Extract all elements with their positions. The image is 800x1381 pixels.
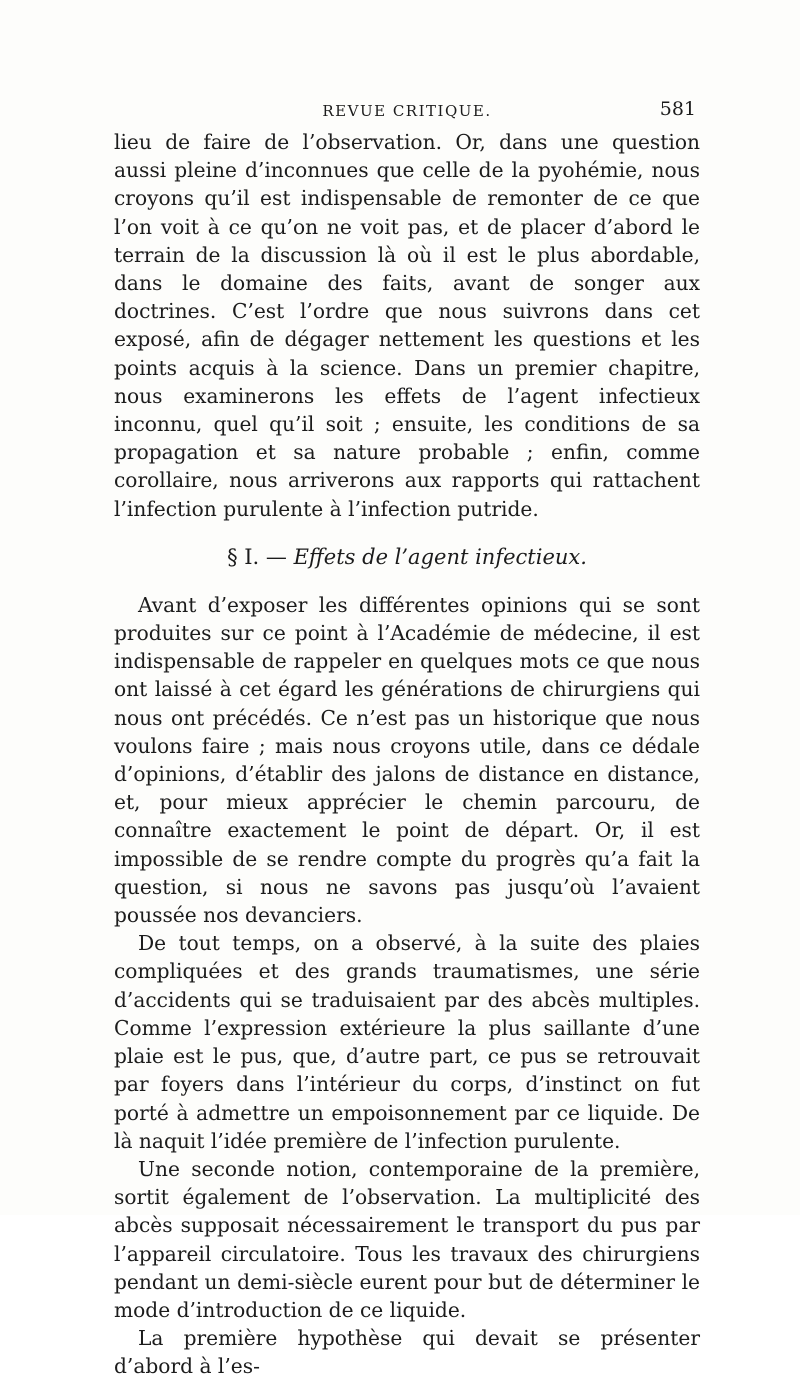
paragraph-continuation: lieu de faire de l’observation. Or, dans une question aussi pleine d’inconnues que celle de la pyohémie, nous croyons qu’il est indispensable de remonter de ce que l’on voit à ce qu’on ne voit pas, et de placer d’abord le terrain de la discussion là où il est le plus abordable, dans le domaine des faits, avant de songer aux doctrines. C’est l’ordre que nous suivrons dans cet exposé, afin de dégager nettement les questions et les points acquis à la science. Dans un premier chapitre, nous examinerons les effets de l’agent infectieux inconnu, quel qu’il soit ; ensuite, les conditions de sa propagation et sa nature probable ; enfin, comme corollaire, nous arriverons aux rapports qui rattachent l’infection purulente à l’infection putride. bbox=[114, 130, 700, 521]
paragraph: De tout temps, on a observé, à la suite des plaies compliquées et des grands traumatismes, une série d’accidents qui se traduisaient par des abcès multiples. Comme l’expression extérieure la plus saillante d’une plaie est le pus, que, d’autre part, ce pus se retrouvait par foyers dans l’intérieur du corps, d’instinct on fut porté à admettre un empoisonnement par ce liquide. De là naquit l’idée première de l’infection purulente. bbox=[114, 931, 700, 1153]
paragraph: La première hypothèse qui devait se présenter d’abord à l’es- bbox=[114, 1326, 700, 1379]
running-title: REVUE CRITIQUE. bbox=[322, 102, 492, 120]
page-number: 581 bbox=[659, 98, 696, 120]
section-heading bbox=[114, 543, 700, 571]
paragraph: Une seconde notion, contemporaine de la première, sortit également de l’observation. La multiplicité des abcès supposait nécessairement le transport du pus par l’appareil circulatoire. Tous les travaux des chirurgiens pendant un demi-siècle eurent pour but de déterminer le mode d’introduction de ce liquide. bbox=[114, 1156, 700, 1322]
body-text bbox=[114, 128, 700, 1381]
section-mark: § I. — bbox=[227, 544, 287, 569]
section-title: Effets de l’agent infectieux. bbox=[293, 544, 587, 569]
running-head bbox=[114, 98, 700, 126]
paragraph: Avant d’exposer les différentes opinions qui se sont produites sur ce point à l’Académie de médecine, il est indispensable de rappeler en quelques mots ce que nous ont laissé à cet égard les générations de chirurgiens qui nous ont précédés. Ce n’est pas un historique que nous voulons faire ; mais nous croyons utile, dans ce dédale d’opinions, d’établir des jalons de distance en distance, et, pour mieux apprécier le chemin parcouru, de connaître exactement le point de départ. Or, il est impossible de se rendre compte du progrès qu’a fait la question, si nous ne savons pas jusqu’où l’avaient poussée nos devanciers. bbox=[114, 592, 700, 928]
